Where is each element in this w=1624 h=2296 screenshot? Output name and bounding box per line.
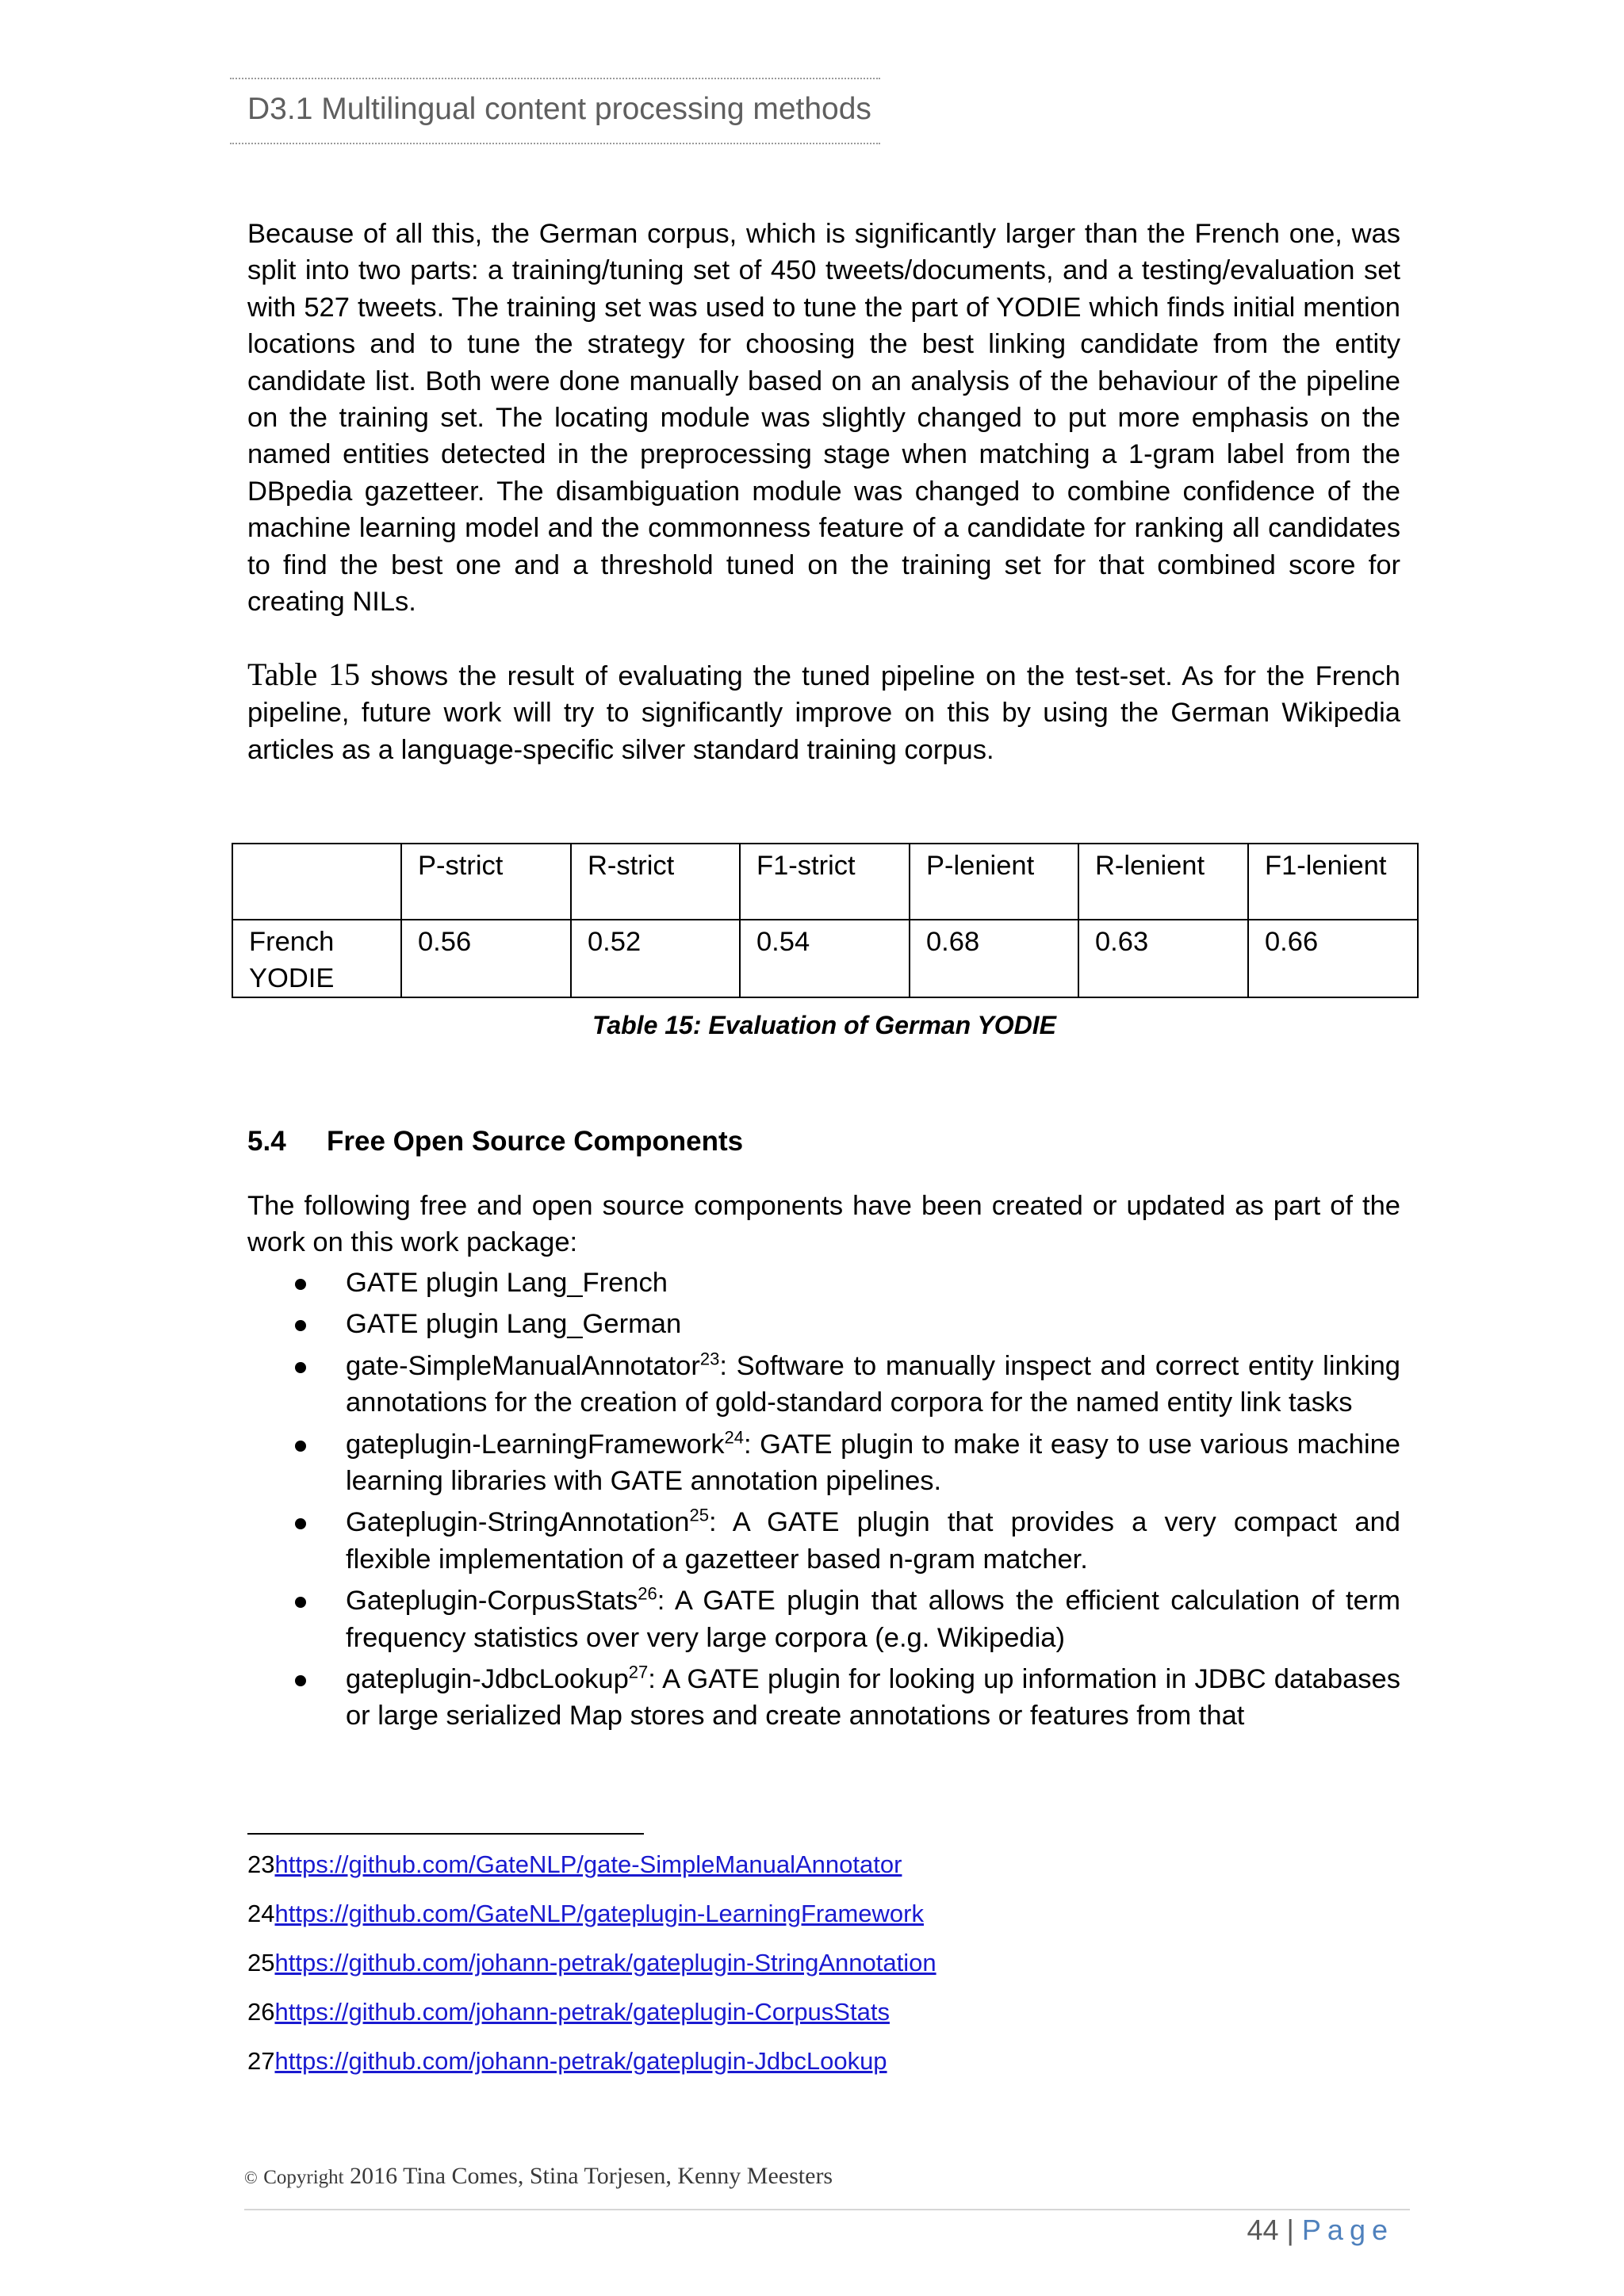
table-reference[interactable]: Table 15 [247, 656, 360, 692]
page-number-value: 44 [1247, 2214, 1279, 2246]
components-list [247, 1265, 1400, 1739]
footnote [247, 2045, 887, 2077]
page-number [1247, 2214, 1394, 2247]
copyright-icon: © [244, 2168, 258, 2187]
document-title: D3.1 Multilingual content processing methods [247, 92, 871, 126]
section-number: 5.4 [247, 1126, 286, 1157]
list-item [247, 1348, 1400, 1422]
component-description: : A GATE plugin that allows the efficient calculation of term frequency statistics over very large corpora (e.g. Wikipedia) [346, 1586, 1400, 1653]
table-header-cell: P-strict [401, 844, 571, 920]
list-item [247, 1504, 1400, 1578]
footnote-number: 24 [247, 1900, 275, 1927]
table-cell: French YODIE [232, 920, 401, 997]
footnote-ref[interactable]: 26 [638, 1583, 657, 1604]
footnote-number: 25 [247, 1949, 275, 1976]
footnote-link[interactable]: https://github.com/GateNLP/gateplugin-LearningFramework [274, 1900, 924, 1927]
footnote-separator [247, 1833, 644, 1835]
section-title: Free Open Source Components [327, 1126, 744, 1157]
footnote-link[interactable]: https://github.com/GateNLP/gate-SimpleManualAnnotator [274, 1850, 902, 1878]
bullet-icon [295, 1597, 306, 1608]
table-row [232, 920, 1418, 997]
footnote-link[interactable]: https://github.com/johann-petrak/gateplugin-JdbcLookup [274, 2047, 887, 2075]
footnote [247, 1996, 890, 2028]
footnote-ref[interactable]: 27 [628, 1662, 649, 1682]
footnote-number: 27 [247, 2047, 275, 2075]
bullet-icon [295, 1362, 306, 1373]
table-cell: 0.68 [910, 920, 1078, 997]
paragraph-table-reference-text: shows the result of evaluating the tuned pipeline on the test-set. As for the French pipeline, future work will try to significantly improve on this by using the German Wikipedia articles as a language-specific silver standard training corpus. [247, 661, 1400, 765]
component-description: : A GATE plugin for looking up information in JDBC databases or large serialized Map stores and create annotations or features from that [346, 1664, 1400, 1732]
section-heading [247, 1126, 743, 1158]
table-header-cell: R-lenient [1078, 844, 1248, 920]
component-name: gateplugin-LearningFramework [346, 1429, 725, 1460]
footnote-ref[interactable]: 25 [689, 1505, 709, 1525]
component-description: : Software to manually inspect and correct entity linking annotations for the creation of gold-standard corpora for the named entity link tasks [346, 1350, 1400, 1418]
evaluation-table [232, 843, 1419, 998]
table-header-cell: F1-lenient [1248, 844, 1418, 920]
footnote-link[interactable]: https://github.com/johann-petrak/gateplugin-CorpusStats [274, 1998, 890, 2026]
footnote [247, 1849, 902, 1881]
table-cell: 0.54 [740, 920, 910, 997]
bullet-icon [295, 1441, 306, 1452]
footnote-number: 26 [247, 1998, 275, 2026]
paragraph-table-reference [247, 656, 1400, 768]
page-separator: | [1286, 2214, 1294, 2246]
table-header-cell: R-strict [571, 844, 740, 920]
footnote-ref[interactable]: 24 [724, 1427, 744, 1448]
footer-rule [244, 2209, 1410, 2210]
table-caption: Table 15: Evaluation of German YODIE [592, 1011, 1057, 1039]
header-top-rule [230, 78, 880, 79]
footnote [247, 1947, 936, 1979]
table-header-cell: P-lenient [910, 844, 1078, 920]
paragraph-german-corpus: Because of all this, the German corpus, which is significantly larger than the French one, was split into two parts: a training/tuning set of 450 tweets/documents, and a testing/evaluation set with 527 tweets. The training set was used to tune the part of YODIE which finds initial mention locations and to tune the strategy for choosing the best linking candidate from the entity candidate list. Both were done manually based on an analysis of the behaviour of the pipeline on the training set. The locating module was slightly changed to put more emphasis on the named entities detected in the preprocessing stage when matching a 1-gram label from the DBpedia gazetteer. The disambiguation module was changed to combine confidence of the machine learning model and the commonness feature of a candidate for ranking all candidates to find the best one and a threshold tuned on the training set for that combined score for creating NILs. [247, 219, 1400, 618]
table-cell: 0.56 [401, 920, 571, 997]
copyright-notice [244, 2163, 833, 2190]
table-header-row [232, 844, 1418, 920]
bullet-icon [295, 1320, 306, 1331]
bullet-icon [295, 1518, 306, 1529]
section-intro: The following free and open source components have been created or updated as part of the work on this work package: [247, 1191, 1400, 1258]
page-label: Page [1301, 2214, 1394, 2246]
list-item [247, 1265, 1400, 1301]
bullet-icon [295, 1675, 306, 1686]
footnote-number: 23 [247, 1850, 275, 1878]
table-header-cell: F1-strict [740, 844, 910, 920]
list-item [247, 1661, 1400, 1735]
list-item [247, 1582, 1400, 1656]
table-cell: 0.66 [1248, 920, 1418, 997]
component-name: GATE plugin Lang_French [346, 1268, 668, 1298]
bullet-icon [295, 1279, 306, 1290]
component-name: Gateplugin-CorpusStats [346, 1586, 638, 1617]
footnote [247, 1898, 924, 1930]
table-cell: 0.52 [571, 920, 740, 997]
component-name: gate-SimpleManualAnnotator [346, 1350, 700, 1381]
list-item [247, 1306, 1400, 1342]
table-cell: 0.63 [1078, 920, 1248, 997]
copyright-text: 2016 Tina Comes, Stina Torjesen, Kenny Meesters [350, 2163, 833, 2189]
table-header-cell [232, 844, 401, 920]
header-bottom-rule [230, 143, 880, 144]
component-description: : A GATE plugin that provides a very compact and flexible implementation of a gazetteer based n-gram matcher. [346, 1507, 1400, 1575]
footnote-link[interactable]: https://github.com/johann-petrak/gateplugin-StringAnnotation [274, 1949, 936, 1976]
footnote-ref[interactable]: 23 [699, 1349, 720, 1369]
component-name: GATE plugin Lang_German [346, 1309, 682, 1340]
component-name: gateplugin-JdbcLookup [346, 1664, 629, 1695]
copyright-word: Copyright [263, 2167, 344, 2188]
component-description: : GATE plugin to make it easy to use various machine learning libraries with GATE annotation pipelines. [346, 1429, 1400, 1497]
list-item [247, 1426, 1400, 1500]
component-name: Gateplugin-StringAnnotation [346, 1507, 690, 1538]
